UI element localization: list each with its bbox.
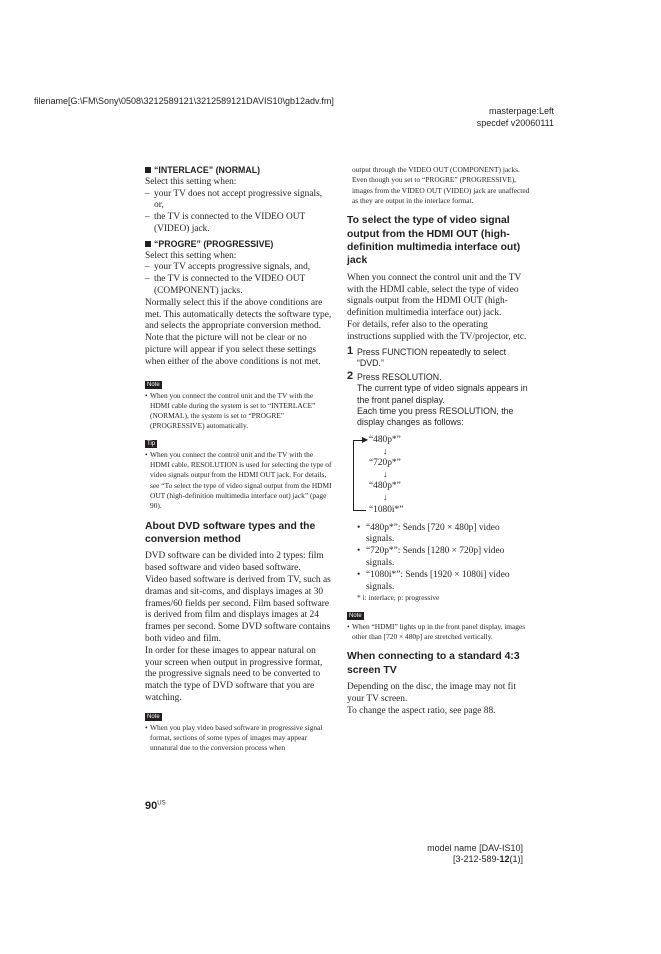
interlace-heading: “INTERLACE” (NORMAL) xyxy=(145,165,332,177)
dvd-heading: About DVD software types and the conversion method xyxy=(145,520,316,545)
square-bullet-icon xyxy=(145,167,151,173)
note-label: Note xyxy=(349,612,362,619)
step-1 xyxy=(347,344,530,370)
tip-item: • When you connect the control unit and the TV with the HDMI cable, RESOLUTION is used for selecting the type of video signals output from the HDMI OUT jack. For details, see “To select the type of video signal output from the HDMI OUT (high-definition multimedia interface out) jack” (page 90). xyxy=(145,449,332,511)
progre-heading: “PROGRE” (PROGRESSIVE) xyxy=(145,239,332,251)
progre-paragraph: Normally select this if the above conditions are met. This automatically detects the software type, and selects the appropriate conversion method. Note that the picture will not be clear or no picture will appear if you select these settings when either of the above conditions is not met. xyxy=(145,297,332,367)
footnote: * i: interlace, p: progressive xyxy=(357,593,440,603)
note-label: Note xyxy=(147,713,160,720)
arrow-right-icon: ▶ xyxy=(362,434,369,444)
note-label: Note xyxy=(147,381,160,388)
list-item: – your TV accepts progressive signals, and, xyxy=(145,262,311,273)
step-text: Press RESOLUTION. The current type of video signals appears in the front panel display. Each time you press RESOLUTION, the display changes as follows: xyxy=(357,372,528,428)
masterpage-header: masterpage:Left xyxy=(488,106,554,116)
list-item: – the TV is connected to the VIDEO OUT (VIDEO) jack. xyxy=(145,212,306,234)
note-continuation: output through the VIDEO OUT (COMPONENT) jacks. Even though you set to “PROGRE” (PROGRESSIVE), images from the VIDEO OUT (VIDEO) jack are unaffected as they are output in the interlace format. xyxy=(352,165,530,205)
arrow-down-icon: ↓ xyxy=(383,468,388,479)
hdmi-paragraph: When you connect the control unit and the TV with the HDMI cable, select the type of video signals output from the HDMI OUT (high-definition multimedia interface out) jack. For details, refer also to the operating instructions supplied with the TV/projector, etc. xyxy=(347,272,527,342)
step-number: 2 xyxy=(347,370,354,383)
step-2 xyxy=(347,372,530,428)
right-column xyxy=(347,165,530,718)
loop-line xyxy=(353,440,354,511)
specdef-header: specdef v20060111 xyxy=(476,118,554,128)
list-item: – your TV does not accept progressive signals, or, xyxy=(145,188,323,211)
tip-1 xyxy=(145,450,332,512)
arrow-down-icon: ↓ xyxy=(383,445,388,456)
tip-label: Tip xyxy=(147,440,156,447)
progre-list xyxy=(145,262,332,297)
page-number: $90^{US}$ xyxy=(145,800,166,812)
note-3 xyxy=(347,622,530,643)
list-item: – the TV is connected to the VIDEO OUT (COMPONENT) jacks. xyxy=(145,274,306,296)
interlace-intro: Select this setting when: xyxy=(145,176,237,187)
cycle-item: “1080i*” xyxy=(369,504,404,515)
progre-intro: Select this setting when: xyxy=(145,250,237,261)
note-item: • When you play video based software in progressive signal format, sections of some types of images may appear unnatural due to the conversion process when xyxy=(145,722,323,753)
standard-tv-heading: When connecting to a standard 4:3 screen TV xyxy=(347,651,520,676)
square-bullet-icon xyxy=(145,241,151,247)
step-number: 1 xyxy=(347,344,354,357)
step-text: Press FUNCTION repeatedly to select “DVD.” xyxy=(357,346,507,368)
resolution-list xyxy=(357,523,530,594)
cycle-item: “480p*” xyxy=(369,434,401,445)
list-item: • “720p*”: Sends [1280 × 720p] video signals. xyxy=(357,546,505,569)
cycle-item: “480p*” xyxy=(369,480,401,491)
list-item: • “480p*”: Sends [720 × 480p] video signals. xyxy=(357,522,500,545)
left-column xyxy=(145,165,332,754)
note-2 xyxy=(145,723,332,754)
note-item: • When you connect the control unit and the TV with the HDMI cable during the system is set to “INTERLACE” (NORMAL), the system is set to “PROGRE” (PROGRESSIVE) automatically. xyxy=(145,390,316,431)
dvd-paragraph: DVD software can be divided into 2 types: film based software and video based software. Video based software is derived from TV, such as dramas and sit-coms, and displays images at 30 frames/60 fields per second. Film based software is derived from film and displays images at 24 frames per second. Some DVD software contains both video and film. In order for these images to appear natural on your screen when output in progressive format, the progressive signals need to be converted to match the type of DVD software that you are watching. xyxy=(145,551,331,703)
filename-header: filename[G:\FM\Sony\0508\3212589121\3212589121DAVIS10\gb12adv.fm] xyxy=(34,96,334,106)
interlace-list xyxy=(145,189,332,236)
model-name: model name [DAV-IS10] xyxy=(427,843,523,853)
note-item: • When “HDMI” lights up in the front panel display, images other than [720 × 480p] are stretched vertically. xyxy=(347,621,526,642)
list-item: • “1080i*”: Sends [1920 × 1080i] video signals. xyxy=(357,569,510,592)
standard-tv-paragraph: Depending on the disc, the image may not fit your TV screen. To change the aspect ratio, see page 88. xyxy=(347,682,516,716)
arrow-down-icon: ↓ xyxy=(383,491,388,502)
cycle-item: “720p*” xyxy=(369,457,401,468)
note-1 xyxy=(145,391,332,432)
loop-line xyxy=(353,510,366,511)
hdmi-heading: To select the type of video signal output from the HDMI OUT (high-definition multimedia interface out) jack xyxy=(347,215,521,267)
resolution-cycle-diagram xyxy=(349,435,530,517)
part-code: [3-212-589-12(1)] xyxy=(452,854,523,864)
